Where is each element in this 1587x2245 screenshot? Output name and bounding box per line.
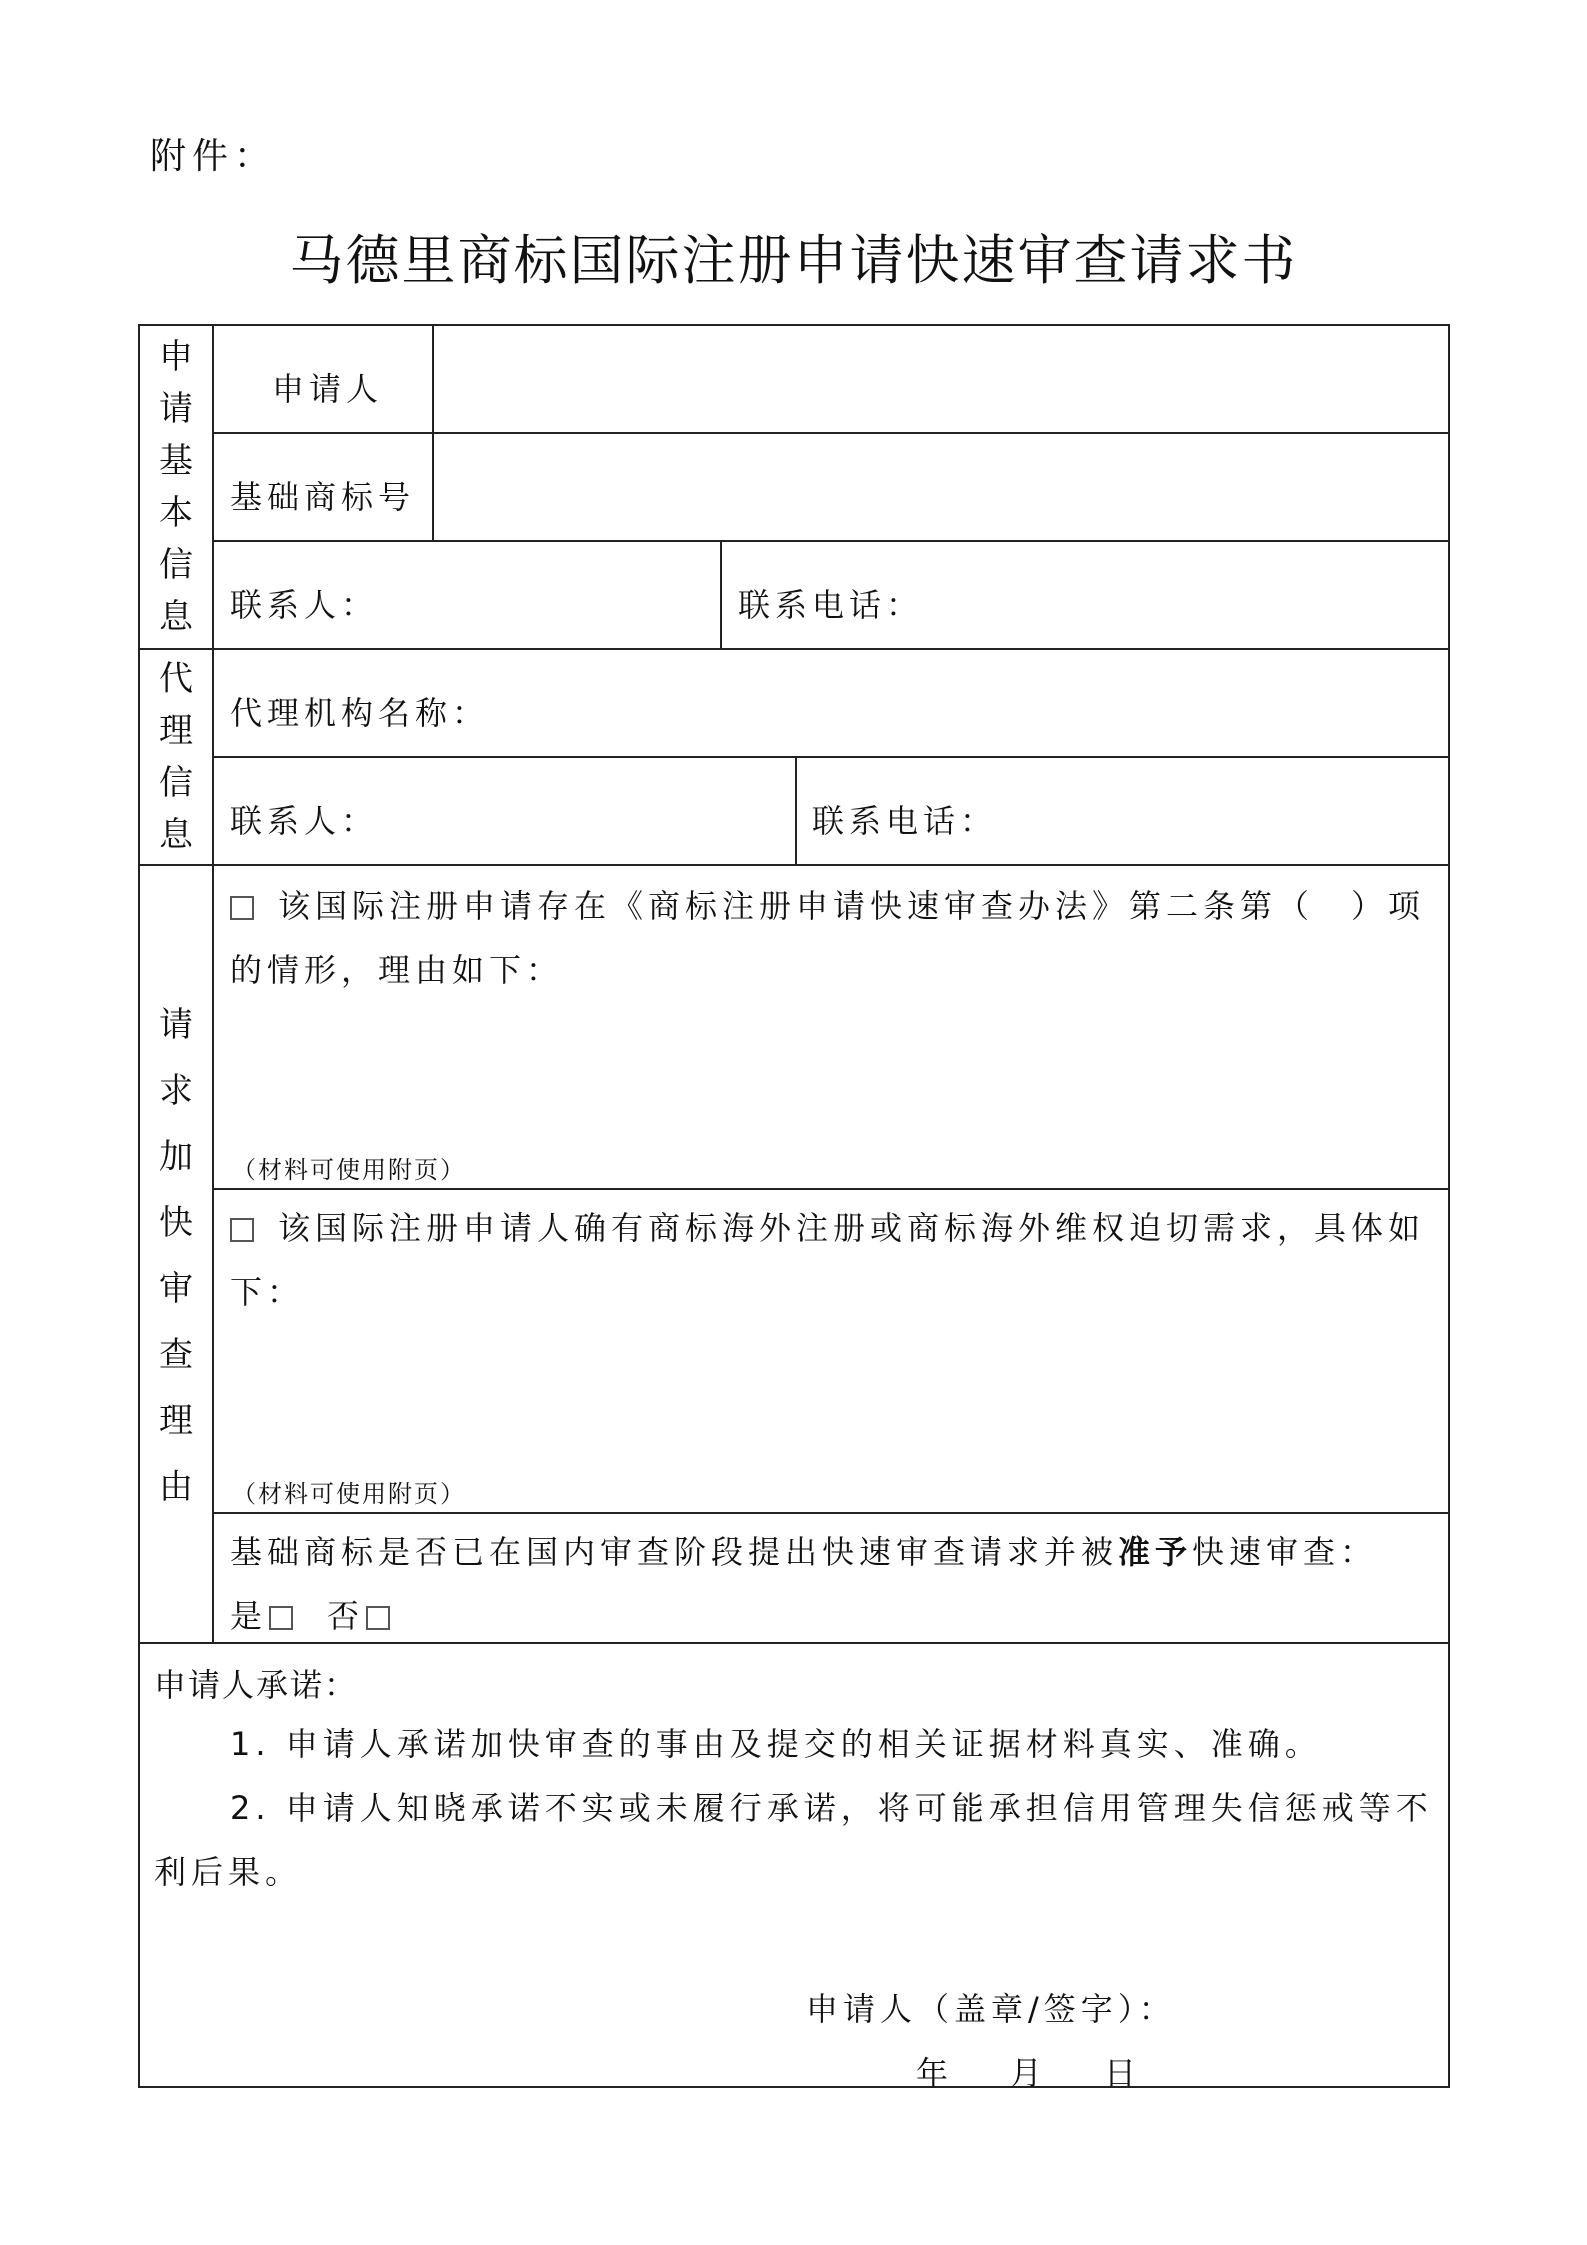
label-divider xyxy=(432,324,434,540)
reason2-note: （材料可使用附页） xyxy=(232,1480,466,1508)
row-divider xyxy=(212,432,1450,434)
reason2-text: 该国际注册申请人确有商标海外注册或商标海外维权迫切需求，具体如下： xyxy=(230,1209,1426,1311)
phone-label: 联系电话： xyxy=(738,586,924,624)
agent-contact-input[interactable] xyxy=(380,772,784,854)
reason2-checkbox[interactable] xyxy=(230,1218,254,1242)
agent-phone-input[interactable] xyxy=(1000,772,1439,854)
no-checkbox[interactable] xyxy=(366,1606,390,1630)
agency-name-input[interactable] xyxy=(500,664,1439,746)
reason1-note: （材料可使用附页） xyxy=(232,1156,466,1184)
base-mark-label: 基础商标号 xyxy=(230,478,416,516)
contact-label: 联系人： xyxy=(230,586,379,624)
page-title: 马德里商标国际注册申请快速审查请求书 xyxy=(289,229,1298,292)
row-divider xyxy=(212,1188,1450,1190)
reason1-text: 该国际注册申请存在《商标注册申请快速审查办法》第二条第（ ）项的情形，理由如下： xyxy=(230,887,1426,989)
row-divider xyxy=(212,756,1450,758)
agent-contact-label: 联系人： xyxy=(230,802,379,840)
yes-label: 是 xyxy=(230,1597,268,1635)
agent-contact-divider xyxy=(795,756,797,864)
agent-phone-label: 联系电话： xyxy=(812,802,998,840)
contact-input[interactable] xyxy=(380,556,714,638)
base-mark-input[interactable] xyxy=(450,448,1439,530)
date-month: 月 xyxy=(1010,2054,1048,2092)
reason1-checkbox[interactable] xyxy=(230,896,254,920)
row-divider xyxy=(212,540,1450,542)
attachment-label: 附件： xyxy=(150,136,277,177)
signature-label: 申请人（盖章/签字）： xyxy=(806,1990,1176,2028)
applicant-label: 申请人 xyxy=(272,370,384,408)
basic-info-section-label: 申 请 基 本 信 息 xyxy=(159,337,193,637)
phone-input[interactable] xyxy=(920,556,1439,638)
agent-info-section-label: 代 理 信 息 xyxy=(159,659,193,855)
reason2-block xyxy=(230,1196,1430,1324)
agency-name-label: 代理机构名称： xyxy=(230,694,490,732)
row-divider xyxy=(138,648,1450,650)
date-day: 日 xyxy=(1104,2054,1142,2092)
no-label: 否 xyxy=(327,1597,365,1635)
commitment-item-2: 2. 申请人知晓承诺不实或未履行承诺，将可能承担信用管理失信惩戒等不利后果。 xyxy=(154,1789,1433,1891)
row-divider xyxy=(138,864,1450,866)
commitment-heading: 申请人承诺： xyxy=(154,1666,359,1704)
reasons-section-label: 请 求 加 快 审 查 理 由 xyxy=(159,1005,193,1507)
commitment-item-1: 1. 申请人承诺加快审查的事由及提交的相关证据材料真实、准确。 xyxy=(230,1725,1322,1763)
reason1-block xyxy=(230,874,1430,1002)
domestic-question: 基础商标是否已在国内审查阶段提出快速审查请求并被准予快速审查： 是 否 xyxy=(230,1533,1378,1635)
applicant-input[interactable] xyxy=(450,340,1439,422)
contact-divider xyxy=(720,540,722,648)
row-divider xyxy=(212,1512,1450,1514)
date-year: 年 xyxy=(916,2054,954,2092)
yes-checkbox[interactable] xyxy=(269,1606,293,1630)
